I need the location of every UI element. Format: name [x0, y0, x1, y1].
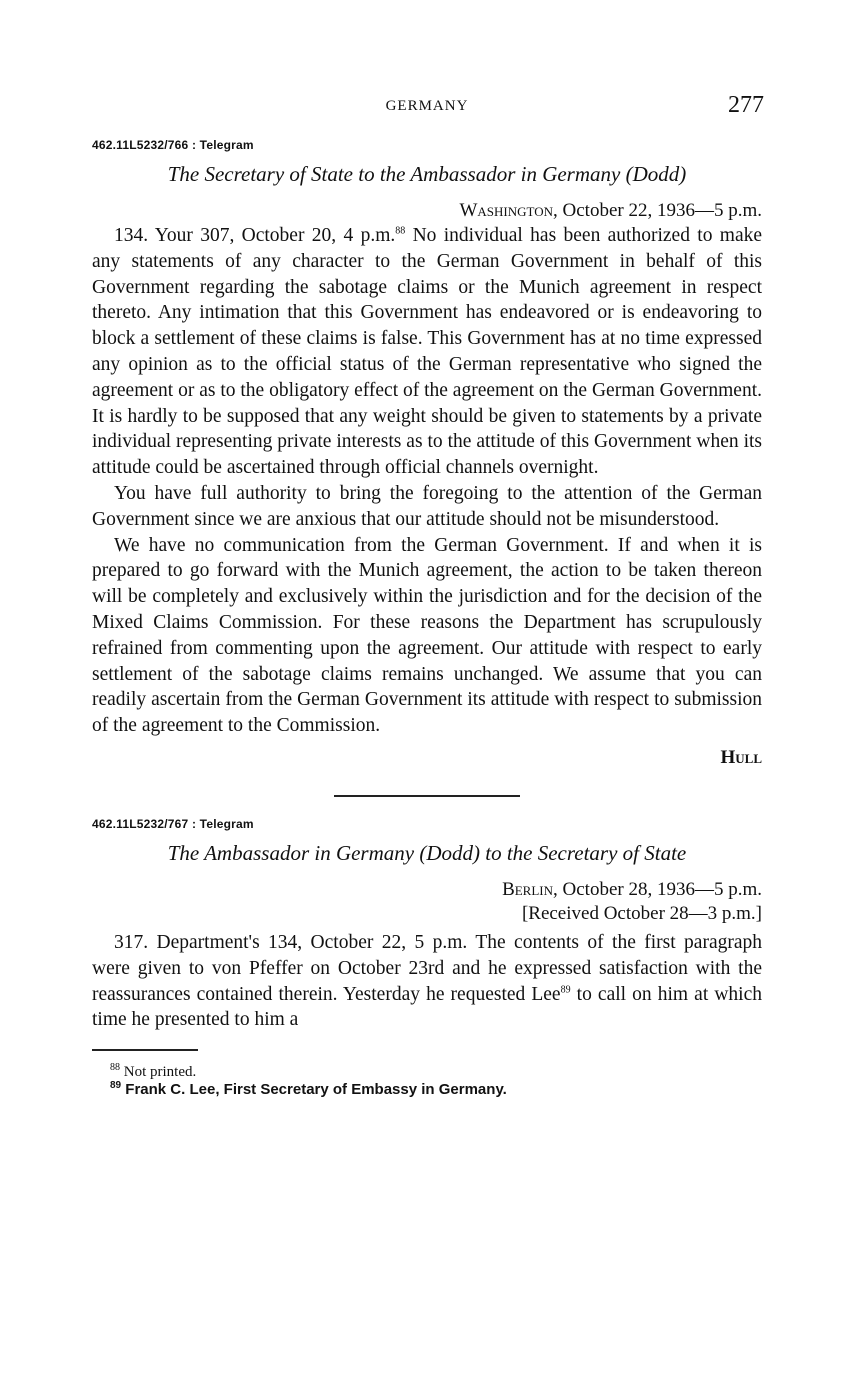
paragraph: We have no communication from the German Government. If and when it is prepared to go forward with the Munich agreement, the action to be taken thereon will be completely and exclusively within the jurisdiction and for the decision of the Mixed Claims Commission. For these reasons the Department has scrupulously refrained from commenting upon the agreement. Our attitude with respect to early settlement of the sabotage claims remains unchanged. We assume that you can readily ascertain from the German Government its attitude with respect to submission of the agreement to the Commission. — [92, 534, 762, 737]
dateline-washington — [92, 199, 762, 223]
signature: Hull — [720, 746, 762, 768]
footnote-marker: 88 — [110, 1061, 120, 1073]
footnote-text: Frank C. Lee, First Secretary of Embassy in Germany. — [125, 1080, 507, 1098]
running-head — [92, 88, 762, 128]
paragraph-text: 134. Your 307, October 20, 4 p.m. — [114, 225, 396, 246]
paragraph — [92, 223, 762, 481]
footnote — [110, 1081, 762, 1099]
section-divider — [334, 795, 520, 797]
dateline-date: October 22, 1936—5 p.m. — [557, 200, 762, 221]
telegram-body-2 — [92, 930, 762, 1033]
page-number: 277 — [728, 92, 764, 118]
footnotes — [92, 1063, 762, 1099]
dateline-date: October 28, 1936—5 p.m. — [557, 878, 762, 900]
paragraph: You have full authority to bring the foregoing to the attention of the German Government since we are anxious that our attitude should not be misunderstood. — [92, 482, 762, 530]
dateline-berlin — [92, 878, 762, 902]
footnote-marker: 89 — [110, 1079, 122, 1091]
footnote-text: Not printed. — [123, 1063, 197, 1080]
file-reference-767: 462.11L5232/767 : Telegram — [92, 816, 254, 831]
paragraph — [92, 930, 762, 1033]
document-page — [92, 88, 762, 1099]
document-heading-2: The Ambassador in Germany (Dodd) to the Secretary of State — [167, 840, 687, 865]
footnote — [110, 1063, 762, 1081]
footnote-reference: 89 — [560, 984, 571, 996]
running-title: GERMANY — [385, 98, 469, 114]
telegram-body-1 — [92, 223, 762, 739]
received-line: [Received October 28—3 p.m.] — [521, 902, 762, 924]
dateline-place: Washington, — [459, 200, 558, 221]
file-reference-766: 462.11L5232/766 : Telegram — [92, 138, 254, 152]
footnote-reference: 88 — [395, 225, 406, 237]
footnote-divider — [92, 1049, 198, 1051]
dateline-place: Berlin, — [502, 878, 558, 900]
paragraph-text: 317. Department's 134, October 22, 5 p.m. The contents of the first paragraph were given to von Pfeffer on October 23rd and he expressed satisfaction with the reassurances contained therein. Yesterday he requested Lee — [92, 931, 762, 1005]
document-heading-1: The Secretary of State to the Ambassador in Germany (Dodd) — [167, 162, 687, 186]
paragraph-text: No individual has been authorized to make any statements of any character to the German Government in behalf of this Government regarding the sabotage claims or the Munich agreement in respect thereto. Any intimation that this Government has endeavored or is endeavoring to block a settlement of these claims is false. This Government has at no time expressed any opinion as to the official status of the German representative who signed the agreement or as to the obligatory effect of the agreement on the German Government. It is hardly to be supposed that any weight should be given to statements by a private individual representing private interests as to the attitude of this Government when its attitude could be ascertained through official channels overnight. — [92, 225, 763, 479]
paragraph-text: to call on him at which time he presented to him a — [92, 983, 762, 1031]
